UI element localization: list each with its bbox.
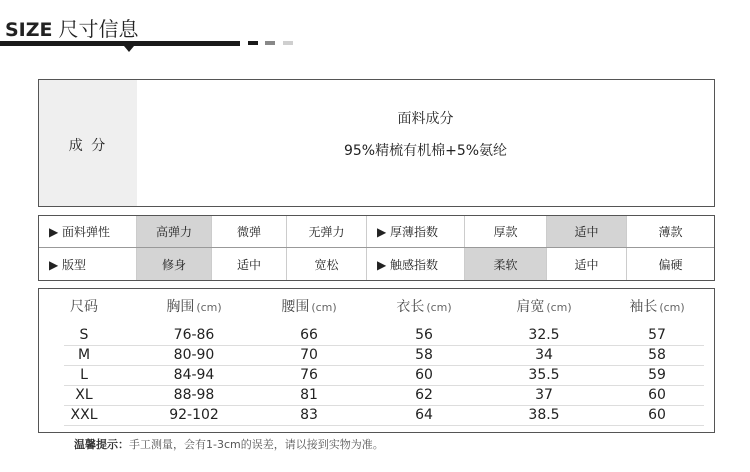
table-header	[629, 296, 684, 316]
decor-square-light	[283, 41, 293, 45]
table-row-divider	[64, 345, 704, 346]
table-header-label: 肩宽	[516, 299, 545, 315]
table-row-divider	[64, 365, 704, 366]
table-header-unit: (cm)	[311, 301, 337, 314]
table-cell-size: XL	[75, 387, 93, 403]
attr-option: 无弹力	[287, 216, 367, 247]
attr-option: 宽松	[287, 248, 367, 280]
decor-square-dark	[248, 41, 258, 45]
table-cell: 76	[300, 367, 318, 383]
attr-label-elasticity: ▶ 面料弹性	[39, 216, 137, 247]
table-header-unit: (cm)	[196, 301, 222, 314]
table-cell-size: S	[79, 327, 89, 343]
attr-option: 修身	[137, 248, 212, 280]
attr-option: 适中	[212, 248, 287, 280]
table-cell: 92-102	[169, 407, 219, 423]
table-header-unit: (cm)	[659, 301, 685, 314]
attr-option: 微弹	[212, 216, 287, 247]
attr-label-touch: ▶ 触感指数	[367, 248, 465, 280]
table-header-unit: (cm)	[426, 301, 452, 314]
attr-option: 偏硬	[658, 257, 683, 272]
table-cell: 84-94	[173, 367, 215, 383]
composition-title: 面料成分	[397, 111, 454, 127]
table-header	[70, 296, 98, 316]
table-cell: 88-98	[173, 387, 215, 403]
table-cell: 58	[648, 347, 666, 363]
section-title-cn: 尺寸信息	[58, 17, 139, 41]
measurement-note	[74, 436, 384, 452]
table-cell-size: XXL	[70, 407, 98, 423]
table-cell: 56	[415, 327, 433, 343]
table-header-label: 胸围	[166, 299, 195, 315]
attribute-grid	[38, 215, 715, 281]
note-label: 温馨提示：	[74, 438, 129, 451]
table-cell: 57	[648, 327, 666, 343]
table-header-unit: (cm)	[546, 301, 572, 314]
table-cell-size: M	[77, 347, 91, 363]
table-cell: 35.5	[528, 367, 560, 383]
composition-label: 成 分	[68, 138, 108, 154]
table-cell: 60	[648, 387, 666, 403]
attr-option: 薄款	[658, 225, 683, 239]
table-header-label: 袖长	[629, 299, 658, 315]
table-cell: 58	[415, 347, 433, 363]
section-header	[0, 0, 750, 60]
decor-square-mid	[265, 41, 275, 45]
table-row-divider	[64, 425, 704, 426]
composition-value: 95%精梳有机棉+5%氨纶	[343, 143, 508, 159]
attr-option: 厚款	[465, 216, 547, 247]
table-header-label: 尺码	[70, 299, 98, 315]
table-header	[166, 296, 221, 316]
attribute-row-elasticity	[39, 216, 714, 248]
table-header-label: 衣长	[396, 299, 425, 315]
attr-option: 适中	[547, 248, 627, 280]
table-cell: 76-86	[173, 327, 215, 343]
table-row-divider	[64, 385, 704, 386]
attr-label-fit: ▶ 版型	[39, 248, 137, 280]
attr-label-thickness: ▶ 厚薄指数	[367, 216, 465, 247]
table-cell: 70	[300, 347, 318, 363]
attr-option: 适中	[547, 216, 627, 247]
table-cell: 60	[648, 407, 666, 423]
attr-option: 高弹力	[137, 216, 212, 247]
table-cell-size: L	[80, 367, 88, 383]
table-cell: 38.5	[528, 407, 560, 423]
table-cell: 62	[415, 387, 433, 403]
table-header-label: 腰围	[281, 299, 310, 315]
table-cell: 60	[415, 367, 433, 383]
table-header	[396, 296, 451, 316]
table-cell: 59	[648, 367, 666, 383]
table-cell: 34	[535, 347, 553, 363]
title-underline	[0, 41, 240, 46]
section-title	[5, 13, 139, 42]
table-cell: 81	[300, 387, 318, 403]
note-text: 手工测量，会有1-3cm的误差，请以接到实物为准。	[129, 438, 384, 451]
attribute-row-fit	[39, 248, 714, 280]
table-cell: 66	[300, 327, 318, 343]
composition-label-cell	[39, 80, 137, 206]
attr-option: 柔软	[465, 248, 547, 280]
table-header	[281, 296, 336, 316]
composition-panel	[38, 79, 715, 207]
table-header	[516, 296, 571, 316]
title-underline-caret	[124, 46, 134, 52]
table-cell: 83	[300, 407, 318, 423]
table-cell: 80-90	[173, 347, 215, 363]
table-cell: 64	[415, 407, 433, 423]
section-title-en: SIZE	[5, 19, 53, 41]
table-cell: 37	[535, 387, 553, 403]
size-table	[38, 288, 715, 433]
table-row-divider	[64, 405, 704, 406]
table-cell: 32.5	[528, 327, 560, 343]
